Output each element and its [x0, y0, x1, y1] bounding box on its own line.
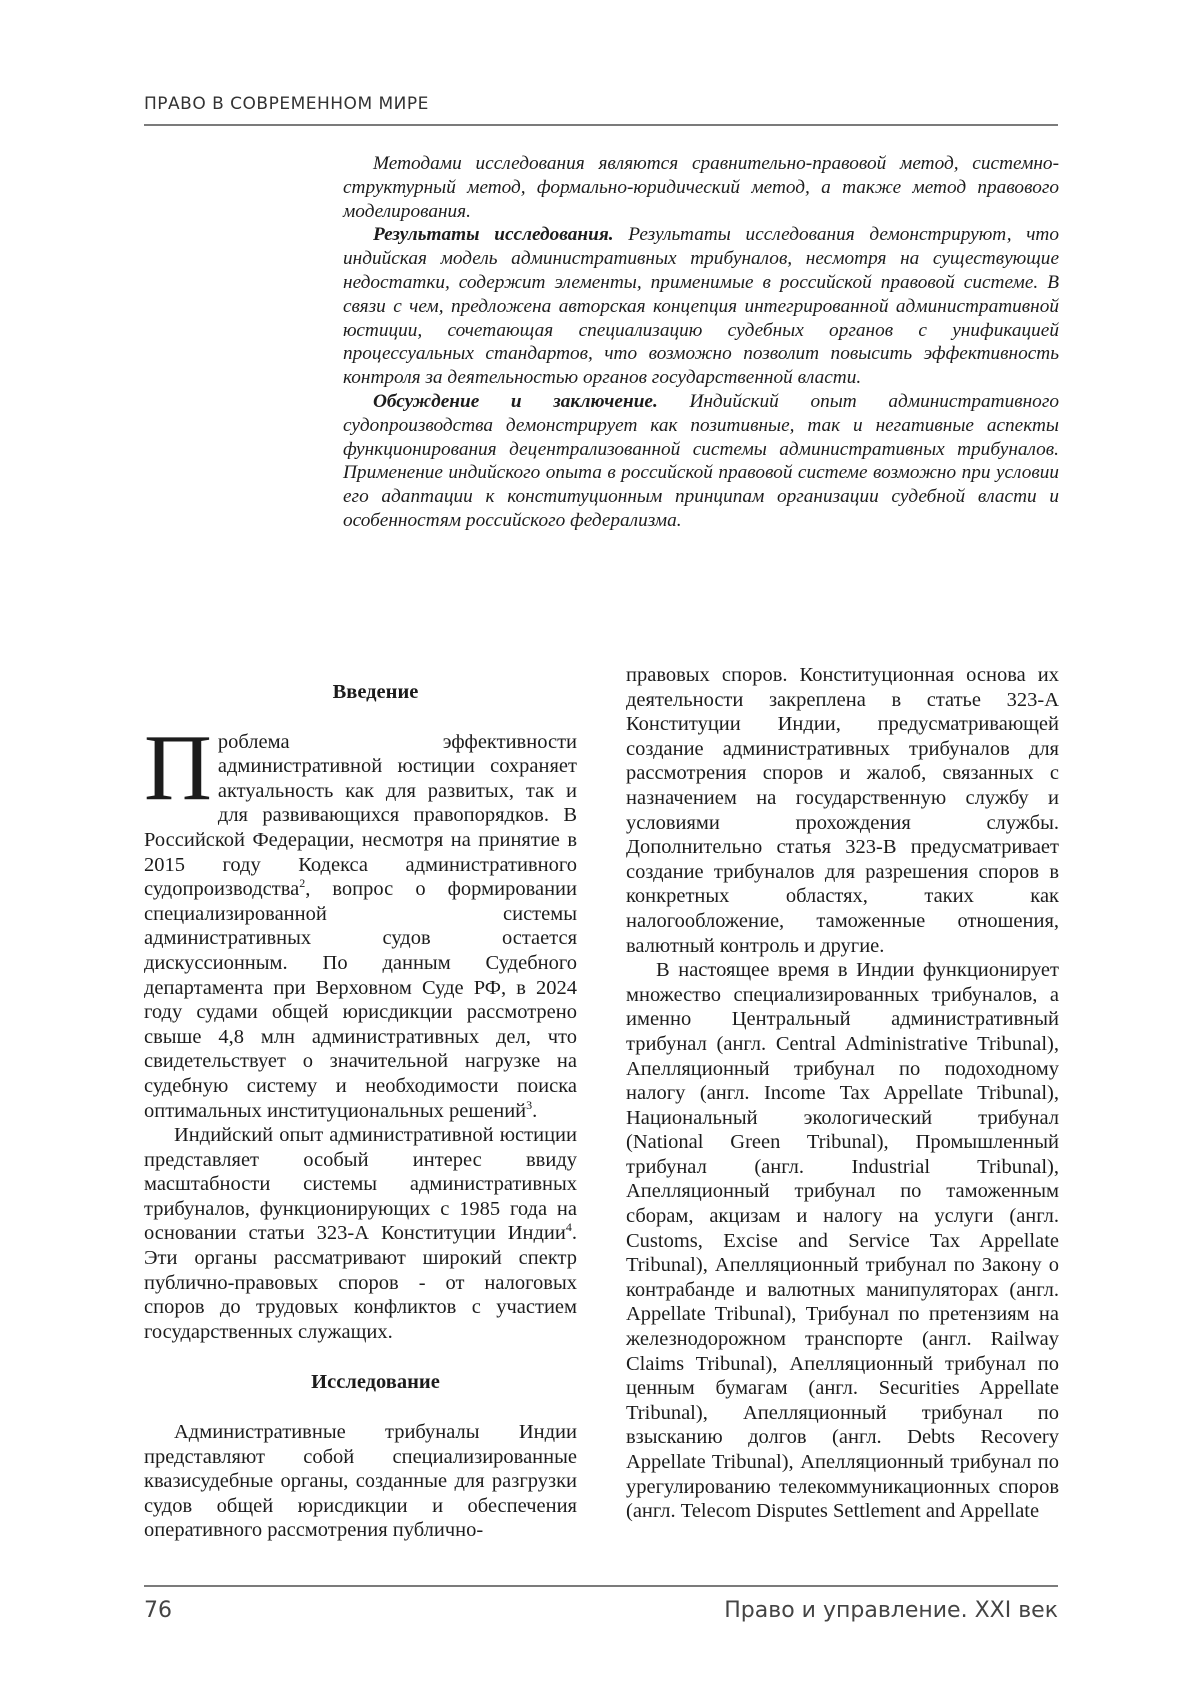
- intro-p2-part-b: . Эти органы рассматривают широкий спектр публично-правовых споров - от налоговых споров до трудовых конфликтов с участием государственных служащих.: [144, 1222, 577, 1343]
- footnote-ref-3[interactable]: 3: [526, 1097, 533, 1112]
- abstract-discussion-label: Обсуждение и заключение.: [373, 390, 658, 412]
- footnote-ref-2[interactable]: 2: [299, 876, 306, 891]
- journal-title: Право и управление. XXI век: [724, 1598, 1058, 1623]
- header-divider: [144, 124, 1058, 126]
- intro-text-part-c: .: [532, 1099, 538, 1122]
- intro-paragraph-2: [144, 1123, 577, 1344]
- abstract-methods: Методами исследования являются сравнительно-правовой метод, системно-структурный метод, формально-юридический метод, а также метод правового моделирования.: [343, 153, 1059, 222]
- section-heading-research: Исследование: [311, 1371, 440, 1394]
- intro-paragraph-1: [144, 715, 577, 1124]
- abstract-discussion-text: Индийский опыт административного судопроизводства демонстрирует как позитивные, так и негативные аспекты функционирования децентрализованной системы административных трибуналов. Применение индийского опыта в российской правовой системе возможно при условии его адаптации к конституционным принципам организации судебной власти и особенностям российского федерализма.: [343, 390, 1059, 531]
- abstract-block: [343, 152, 1059, 533]
- left-column: [144, 680, 577, 1543]
- intro-p2-part-a: Индийский опыт административной юстиции представляет особый интерес ввиду масштабности системы административных трибуналов, функционирующих с 1985 года на основании статьи 323-А Конституции Индии: [144, 1124, 577, 1245]
- page-number: 76: [144, 1598, 172, 1623]
- footer-divider: [144, 1585, 1058, 1587]
- running-title: ПРАВО В СОВРЕМЕННОМ МИРЕ: [144, 94, 429, 114]
- abstract-results-text: Результаты исследования демонстрируют, что индийская модель административных трибуналов, несмотря на существующие недостатки, содержит элементы, применимые в российской правовой системе. В связи с чем, предложена авторская концепция интегрированной административной юстиции, сочетающая специализацию судебных органов с унификацией процессуальных стандартов, что возможно позволит повысить эффективность контроля за деятельностью органов государственной власти.: [343, 224, 1059, 389]
- drop-cap: П: [144, 715, 212, 820]
- abstract-results: [343, 223, 1059, 390]
- research-paragraph-continued: правовых споров. Конституционная основа их деятельности закреплена в статье 323-А Конституции Индии, предусматривающей создание административных трибуналов для рассмотрения споров и жалоб, связанных с назначением на государственную службу и условиями прохождения службы. Дополнительно статья 323-В предусматривает создание трибуналов для разрешения споров в конкретных областях, таких как налогообложение, таможенные отношения, валютный контроль и другие.: [626, 664, 1059, 957]
- abstract-results-label: Результаты исследования.: [373, 224, 614, 246]
- footnote-ref-4[interactable]: 4: [565, 1220, 572, 1235]
- research-paragraph-1: Административные трибуналы Индии представляют собой специализированные квазисудебные органы, созданные для разгрузки судов общей юрисдикции и обеспечения оперативного рассмотрения публично-: [144, 1421, 577, 1542]
- intro-text-part-b: , вопрос о формировании специализированной системы административных судов остается дискуссионным. По данным Судебного департамента при Верховном Суде РФ, в 2024 году судами общей юрисдикции рассмотрено свыше 4,8 млн административных дел, что свидетельствует о значительной нагрузке на судебную систему и необходимости поиска оптимальных институциональных решений: [144, 878, 577, 1122]
- research-paragraph-2: В настоящее время в Индии функционирует множество специализированных трибуналов, а именно Центральный административный трибунал (англ. Central Administrative Tribunal), Апелляционный трибунал по подоходному налогу (англ. Income Tax Appellate Tribunal), Национальный экологический трибунал (National Green Tribunal), Промышленный трибунал (англ. Industrial Tribunal), Апелляционный трибунал по таможенным сборам, акцизам и налогу на услуги (англ. Customs, Excise and Service Tax Appellate Tribunal), Апелляционный трибунал по Закону о контрабанде и валютных манипуляторах (англ. Appellate Tribunal), Трибунал по претензиям на железнодорожном транспорте (англ. Railway Claims Tribunal), Апелляционный трибунал по ценным бумагам (англ. Securities Appellate Tribunal), Апелляционный трибунал по взысканию долгов (англ. Debts Recovery Appellate Tribunal), Апелляционный трибунал по урегулированию телекоммуникационных споров (англ. Telecom Disputes Settlement and Appellate: [626, 959, 1059, 1523]
- section-heading-introduction: Введение: [332, 681, 419, 703]
- right-column: [626, 663, 1059, 1524]
- intro-text-part-a: роблема эффективности административной юстиции сохраняет актуальность как для развитых, так и для развивающихся правопорядков. В Российской Федерации, несмотря на принятие в 2015 году Кодекса административного судопроизводства: [144, 730, 577, 901]
- abstract-discussion: [343, 390, 1059, 533]
